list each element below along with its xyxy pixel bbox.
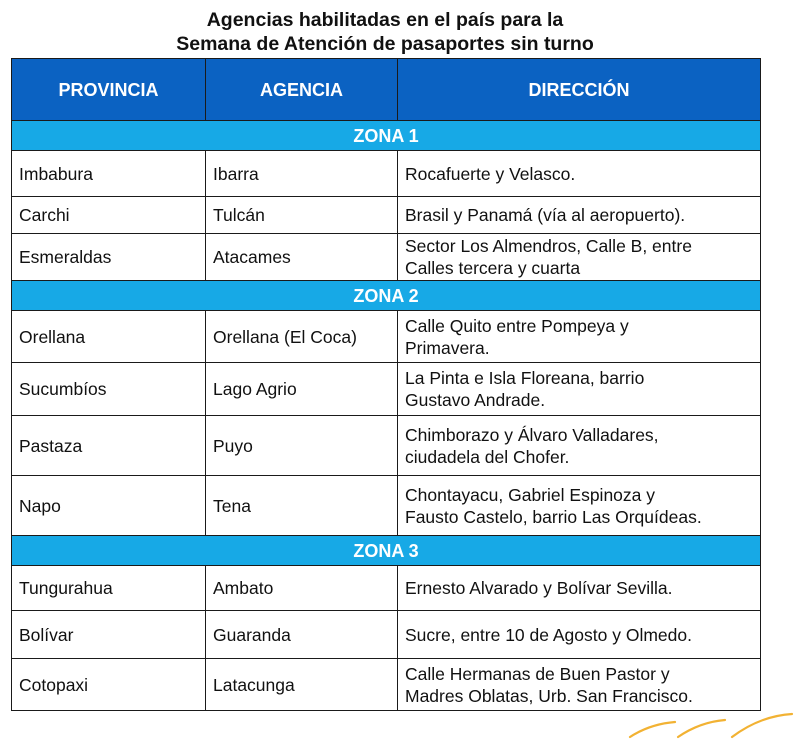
zone-label: ZONA 3 (12, 536, 761, 566)
direccion-line: Ernesto Alvarado y Bolívar Sevilla. (405, 578, 673, 598)
zone-label: ZONA 1 (12, 121, 761, 151)
cell-provincia: Orellana (12, 311, 206, 363)
direccion-line: Calles tercera y cuarta (405, 258, 581, 278)
table-row (12, 416, 761, 476)
cell-provincia: Imbabura (12, 151, 206, 197)
table-body (12, 121, 761, 711)
cell-agencia: Guaranda (206, 611, 398, 659)
page-title (0, 8, 770, 56)
direccion-line: La Pinta e Isla Floreana, barrio (405, 368, 645, 388)
cell-direccion (398, 611, 761, 659)
direccion-line: Brasil y Panamá (vía al aeropuerto). (405, 205, 686, 225)
cell-direccion (398, 197, 761, 234)
cell-agencia: Latacunga (206, 659, 398, 711)
direccion-line: Rocafuerte y Velasco. (405, 163, 576, 184)
cell-direccion (398, 416, 761, 476)
table-row (12, 197, 761, 234)
cell-provincia: Tungurahua (12, 566, 206, 611)
header-provincia: PROVINCIA (12, 59, 206, 121)
direccion-line: Gustavo Andrade. (405, 390, 546, 410)
direccion-line: ciudadela del Chofer. (405, 446, 570, 467)
title-line-1: Agencias habilitadas en el país para la (206, 9, 564, 31)
cell-direccion (398, 363, 761, 416)
decorative-swoosh-icon (620, 712, 800, 739)
cell-direccion (398, 476, 761, 536)
direccion-line: Chimborazo y Álvaro Valladares, (405, 424, 659, 445)
cell-agencia: Tulcán (206, 197, 398, 234)
cell-provincia: Sucumbíos (12, 363, 206, 416)
cell-provincia: Pastaza (12, 416, 206, 476)
cell-provincia: Esmeraldas (12, 234, 206, 281)
table-row (12, 566, 761, 611)
agencies-table (11, 58, 761, 711)
cell-agencia: Atacames (206, 234, 398, 281)
direccion-line: Sector Los Almendros, Calle B, entre (405, 236, 692, 256)
cell-agencia: Lago Agrio (206, 363, 398, 416)
table-row (12, 611, 761, 659)
direccion-line: Sucre, entre 10 de Agosto y Olmedo. (405, 624, 692, 645)
zone-row (12, 281, 761, 311)
direccion-line: Calle Hermanas de Buen Pastor y (405, 663, 670, 684)
cell-direccion (398, 659, 761, 711)
zone-row (12, 121, 761, 151)
cell-direccion (398, 311, 761, 363)
zone-label: ZONA 2 (12, 281, 761, 311)
cell-provincia: Bolívar (12, 611, 206, 659)
cell-provincia: Napo (12, 476, 206, 536)
cell-agencia: Orellana (El Coca) (206, 311, 398, 363)
table-row (12, 659, 761, 711)
table-row (12, 363, 761, 416)
direccion-line: Primavera. (405, 337, 490, 358)
cell-agencia: Tena (206, 476, 398, 536)
table-row (12, 476, 761, 536)
cell-provincia: Carchi (12, 197, 206, 234)
cell-direccion (398, 566, 761, 611)
table-row (12, 311, 761, 363)
direccion-line: Fausto Castelo, barrio Las Orquídeas. (405, 506, 702, 527)
table-header-row (12, 59, 761, 121)
table-row (12, 234, 761, 281)
cell-provincia: Cotopaxi (12, 659, 206, 711)
cell-direccion (398, 234, 761, 281)
table-row (12, 151, 761, 197)
direccion-line: Calle Quito entre Pompeya y (405, 315, 629, 336)
cell-agencia: Ambato (206, 566, 398, 611)
header-agencia: AGENCIA (206, 59, 398, 121)
direccion-line: Chontayacu, Gabriel Espinoza y (405, 484, 655, 505)
header-direccion: DIRECCIÓN (398, 59, 761, 121)
cell-agencia: Puyo (206, 416, 398, 476)
title-line-2: Semana de Atención de pasaportes sin turno (176, 33, 594, 55)
zone-row (12, 536, 761, 566)
cell-direccion (398, 151, 761, 197)
direccion-line: Madres Oblatas, Urb. San Francisco. (405, 685, 693, 706)
cell-agencia: Ibarra (206, 151, 398, 197)
